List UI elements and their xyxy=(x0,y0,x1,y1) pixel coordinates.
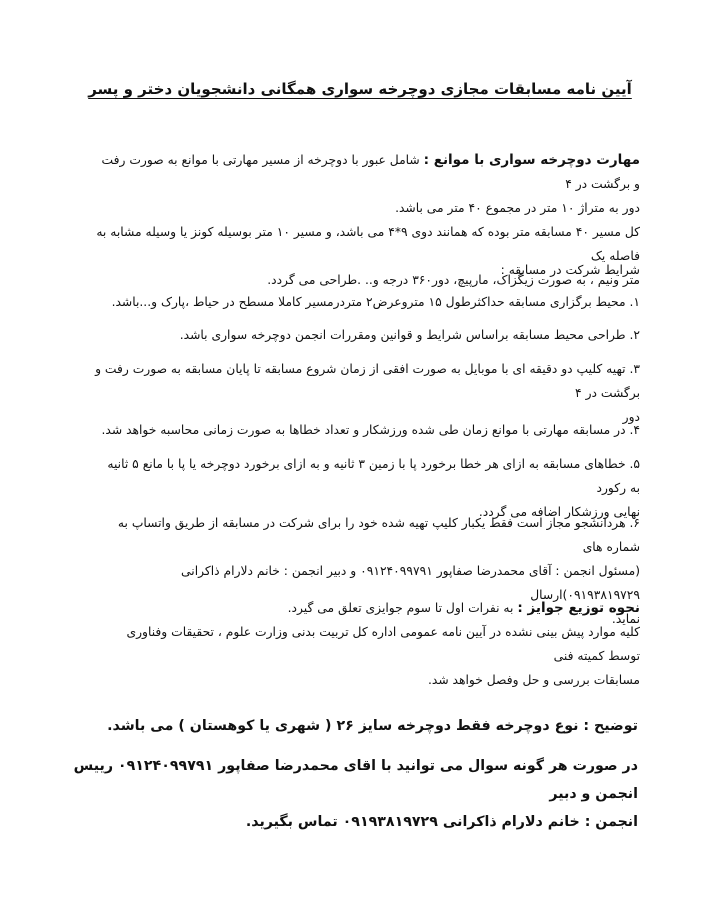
awards-line-3: مسابقات بررسی و حل وفصل خواهد شد. xyxy=(427,673,640,687)
awards-line-1 xyxy=(95,596,640,620)
contact-line-2: انجمن : خانم دلارام ذاکرانی ۰۹۱۹۳۸۱۹۷۲۹ تماس بگیرید. xyxy=(245,814,638,830)
rule-3-line-2: دور xyxy=(622,410,640,424)
awards-line-2: کلیه موارد پیش بینی نشده در آیین نامه عمومی اداره کل تربیت بدنی وزارت علوم ، تحقیقات وفناوری توسط کمیته فنی xyxy=(126,625,640,663)
rule-2: ۲. طراحی محیط مسابقه براساس شرایط و قوانین ومقررات انجمن دوچرخه سواری باشد. xyxy=(179,328,640,342)
rule-3-line-1: ۳. تهیه کلیپ دو دقیقه ای با موبایل به صورت افقی از زمان شروع مسابقه تا پایان مسابقه به صورت رفت و برگشت در ۴ xyxy=(95,362,640,400)
awards-text: به نفرات اول تا سوم جوایزی تعلق می گیرد. xyxy=(287,601,514,615)
awards-heading: نحوه توزیع جوایز : xyxy=(517,600,640,616)
contact-line-1: در صورت هر گونه سوال می توانید با اقای محمدرضا صفاپور ۰۹۱۲۴۰۹۹۷۹۱ رییس انجمن و دبیر xyxy=(73,758,638,802)
skill-line-1 xyxy=(95,148,640,196)
contact-section xyxy=(60,752,638,836)
awards-section xyxy=(95,596,640,692)
document-title xyxy=(60,78,660,100)
conditions-heading: شرایط شرکت در مسابقه : xyxy=(500,263,640,277)
bike-type-note: توضیح : نوع دوچرخه فقط دوچرخه سایز ۲۶ ( شهری یا کوهستان ) می باشد. xyxy=(107,718,638,734)
rule-6-line-2: (مسئول انجمن : آقای محمدرضا صفاپور ۰۹۱۲۴۰۹۹۷۹۱ و دبیر انجمن : خانم دلارام ذاکرانی ۰۹۱۹۳۸۱۹۷۲۹)ارسال xyxy=(181,564,640,602)
rule-1: ۱. محیط برگزاری مسابقه حداکثرطول ۱۵ متروعرض۲ متردرمسیر کاملا مسطح در حیاط ،پارک و...باشد. xyxy=(111,295,640,309)
skill-text-1: شامل عبور با دوچرخه از مسیر مهارتی با موانع به صورت رفت و برگشت در ۴ xyxy=(101,153,640,191)
rule-5-line-1: ۵. خطاهای مسابقه به ازای هر خطا برخورد پا با زمین ۳ ثانیه و به ازای برخورد دوچرخه یا پا با مانع ۵ ثانیه به رکورد xyxy=(107,457,640,495)
rule-6-line-3: نماید. xyxy=(611,612,640,626)
title-text: آیین نامه مسابقات مجازی دوچرخه سواری همگانی دانشجویان دختر و پسر xyxy=(88,80,632,98)
skill-line-3: کل مسیر ۴۰ مسابقه متر بوده که همانند دوی ۹*۴ می باشد، و مسیر ۱۰ متر بوسیله کونز یا وسیله مشابه به فاصله یک xyxy=(96,225,640,263)
skill-heading: مهارت دوچرخه سواری با موانع : xyxy=(423,152,640,168)
skill-line-4: متر ونیم ، به صورت زیگزاک، مارپیچ، دور۳۶۰ درجه و.. .طراحی می گردد. xyxy=(267,273,640,287)
rule-6-line-1: ۶. هردانشجو مجاز است فقط یکبار کلیپ تهیه شده خود را برای شرکت در مسابقه از طریق واتساپ به شماره های xyxy=(117,516,640,554)
rule-4: ۴. در مسابقه مهارتی با موانع زمان طی شده ورزشکار و تعداد خطاها به صورت زمانی محاسبه خواهد شد. xyxy=(101,423,640,437)
skill-line-2: دور به متراژ ۱۰ متر در مجموع ۴۰ متر می باشد. xyxy=(395,201,640,215)
rule-5-line-2: نهایی ورزشکار اضافه می گردد. xyxy=(478,505,640,519)
